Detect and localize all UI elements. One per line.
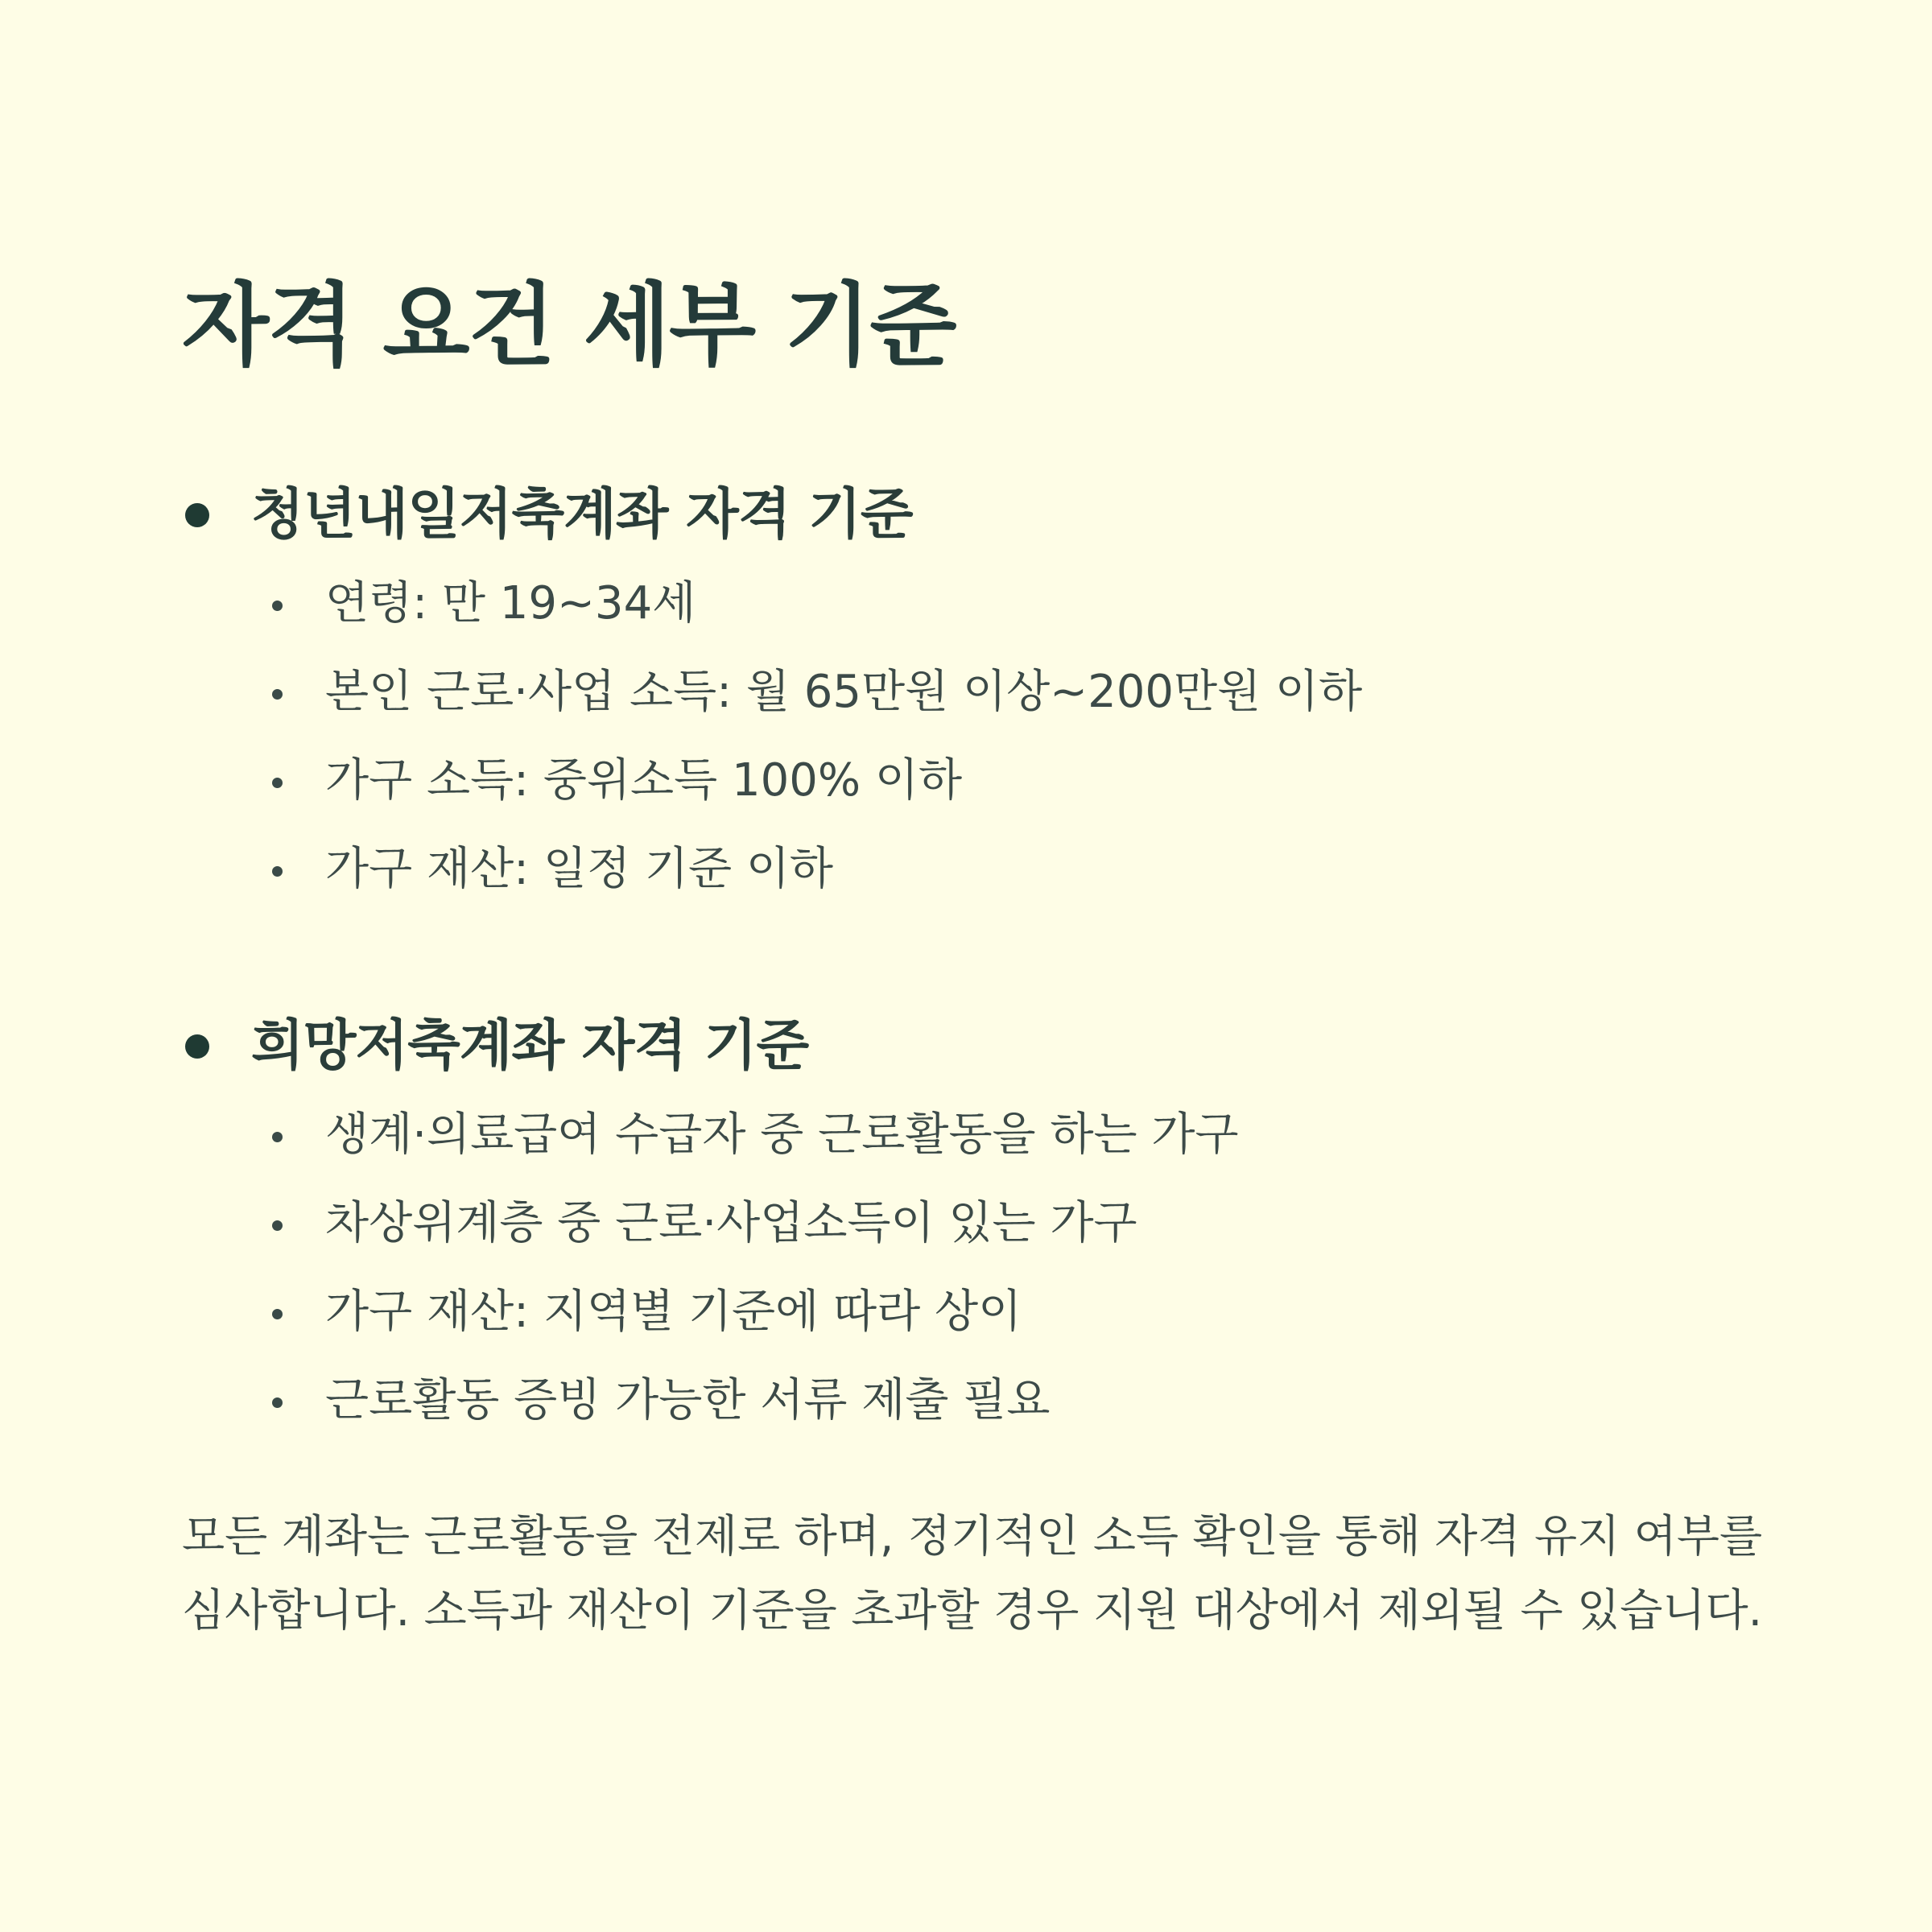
list-item-text: 가구 재산: 지역별 기준에 따라 상이 — [325, 1286, 1022, 1338]
list-item — [182, 559, 1792, 648]
bullet-icon — [272, 1309, 283, 1319]
bullet-icon — [272, 601, 283, 611]
list-item-text: 본인 근로·사업 소득: 월 65만원 이상~200만원 이하 — [325, 666, 1363, 718]
section-title: 희망저축계좌 자격 기준 — [251, 1014, 809, 1078]
list-item-text: 생계·의료급여 수급자 중 근로활동을 하는 가구 — [325, 1108, 1239, 1161]
list-item — [182, 737, 1792, 825]
list-item — [182, 1179, 1792, 1268]
bullet-icon — [272, 689, 283, 700]
list-item — [182, 1356, 1792, 1445]
summary-paragraph: 모든 계좌는 근로활동을 전제로 하며, 정기적인 소득 확인을 통해 자격 유지 여부를 심사합니다. 소득과 재산이 기준을 초과할 경우 지원 대상에서 제외될 수 있습니다. — [182, 1510, 1763, 1636]
bullet-icon — [272, 866, 283, 877]
list-item-text: 차상위계층 중 근로·사업소득이 있는 가구 — [325, 1197, 1137, 1249]
list-item — [182, 648, 1792, 737]
bullet-icon — [272, 1132, 283, 1142]
section-heading — [182, 1002, 1792, 1091]
section-hope-savings — [182, 1002, 1792, 1445]
page-title: 자격 요건 세부 기준 — [182, 274, 956, 378]
section-title: 청년내일저축계좌 자격 기준 — [251, 483, 913, 547]
list-item-text: 연령: 만 19~34세 — [325, 577, 696, 630]
list-item — [182, 1268, 1792, 1356]
list-item-text: 가구 재산: 일정 기준 이하 — [325, 843, 834, 895]
list-item-text: 근로활동 증빙 가능한 서류 제출 필요 — [325, 1374, 1051, 1426]
bullet-icon — [185, 1034, 209, 1059]
criteria-list — [182, 1091, 1792, 1445]
list-item-text: 가구 소득: 중위소득 100% 이하 — [325, 754, 963, 807]
list-item — [182, 1091, 1792, 1179]
bullet-icon — [185, 503, 209, 527]
section-heading — [182, 471, 1792, 559]
list-item — [182, 825, 1792, 914]
criteria-list — [182, 559, 1792, 914]
bullet-icon — [272, 1220, 283, 1231]
bullet-icon — [272, 1397, 283, 1408]
bullet-icon — [272, 778, 283, 788]
section-youth-savings — [182, 471, 1792, 914]
